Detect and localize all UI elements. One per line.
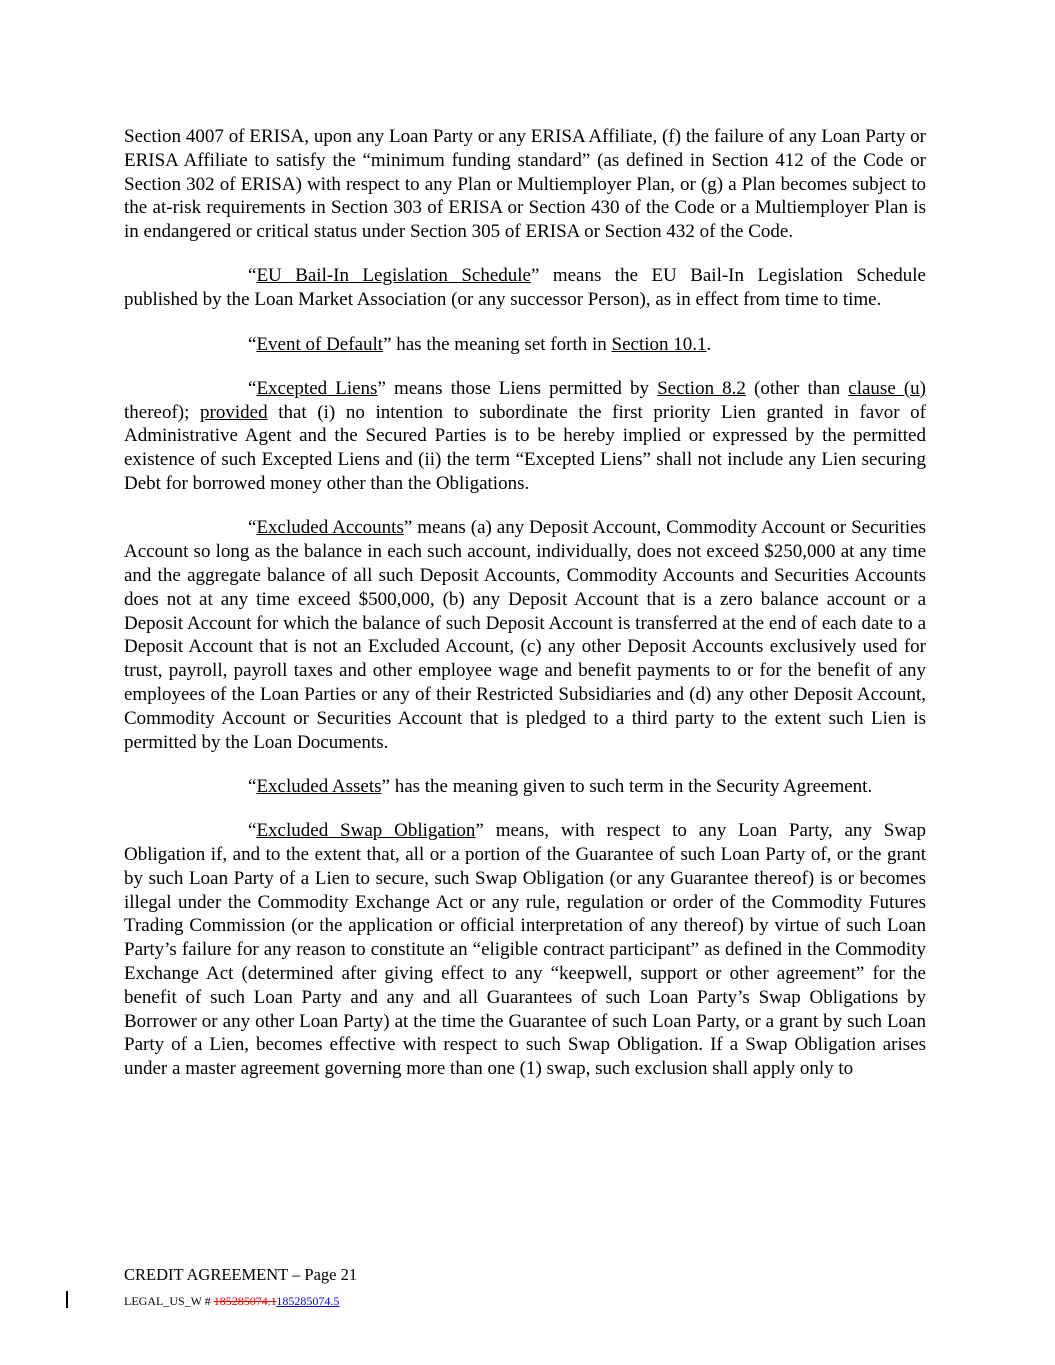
defined-term: Event of Default	[256, 333, 384, 355]
body-text	[124, 125, 926, 1101]
deleted-document-number: 185285074.1	[213, 1294, 277, 1308]
definition-excepted-liens: “Excepted Liens” means those Liens permitted by Section 8.2 (other than clause (u) thereof); provided that (i) no intention to subordinate the first priority Lien granted in favor of Administrative Agent and the Secured Parties is to be hereby implied or expressed by the permitted existence of such Excepted Liens and (ii) the term “Excepted Liens” shall not include any Lien securing Debt for borrowed money other than the Obligations.	[124, 377, 926, 495]
clause-reference: clause (u)	[848, 377, 926, 399]
revision-change-bar	[66, 1291, 68, 1308]
definition-eu-bail-in-legislation-schedule: “EU Bail-In Legislation Schedule” means the EU Bail-In Legislation Schedule published by the Loan Market Association (or any successor Person), as in effect from time to time.	[124, 265, 926, 311]
defined-term: Excluded Swap Obligation	[256, 820, 476, 842]
definition-excluded-swap-obligation: “Excluded Swap Obligation” means, with respect to any Loan Party, any Swap Obligation if, and to the extent that, all or a portion of the Guarantee of such Loan Party of, or the grant by such Loan Party of a Lien to secure, such Swap Obligation (or any Guarantee thereof) is or becomes illegal under the Commodity Exchange Act or any rule, regulation or order of the Commodity Futures Trading Commission (or the application or official interpretation of any thereof) by virtue of such Loan Party’s failure for any reason to constitute an “eligible contract participant” as defined in the Commodity Exchange Act (determined after giving effect to any “keepwell, support or other agreement” for the benefit of such Loan Party and any and all Guarantees of such Loan Party’s Swap Obligations by Borrower or any other Loan Party) at the time the Guarantee of such Loan Party, or a grant by such Loan Party of a Lien, becomes effective with respect to such Swap Obligation. If a Swap Obligation arises under a master agreement governing more than one (1) swap, such exclusion shall apply only to	[124, 820, 926, 1080]
defined-term: Excluded Accounts	[256, 517, 404, 539]
footer-page-label: CREDIT AGREEMENT – Page 21	[124, 1265, 358, 1284]
definition-excluded-accounts: “Excluded Accounts” means (a) any Deposit Account, Commodity Account or Securities Account so long as the balance in each such account, individually, does not exceed $250,000 at any time and the aggregate balance of all such Deposit Accounts, Commodity Accounts and Securities Accounts does not at any time exceed $500,000, (b) any Deposit Account that is a zero balance account or a Deposit Account for which the balance of such Deposit Account is transferred at the end of each date to a Deposit Account that is not an Excluded Account, (c) any other Deposit Accounts exclusively used for trust, payroll, payroll taxes and other employee wage and benefit payments to or for the benefit of any employees of the Loan Parties or any of their Restricted Subsidiaries and (d) any other Deposit Account, Commodity Account or Securities Account that is pledged to a third party to the extent such Lien is permitted by the Loan Documents.	[124, 517, 926, 753]
defined-term: Excepted Liens	[256, 377, 378, 399]
defined-term: EU Bail-In Legislation Schedule	[256, 265, 531, 287]
section-reference: Section 8.2	[657, 377, 746, 399]
definition-event-of-default: “Event of Default” has the meaning set forth in Section 10.1.	[248, 333, 712, 355]
inserted-document-number: 185285074.5	[276, 1294, 340, 1308]
provided-term: provided	[200, 401, 268, 423]
footer-document-id: LEGAL_US_W # 185285074.1185285074.5	[124, 1294, 340, 1308]
definition-excluded-assets: “Excluded Assets” has the meaning given to such term in the Security Agreement.	[248, 775, 873, 797]
paragraph-erisa-continuation: Section 4007 of ERISA, upon any Loan Party or any ERISA Affiliate, (f) the failure of any Loan Party or ERISA Affiliate to satisfy the “minimum funding standard” (as defined in Section 412 of the Code or Section 302 of ERISA) with respect to any Plan or Multiemployer Plan, or (g) a Plan becomes subject to the at-risk requirements in Section 303 of ERISA or Section 430 of the Code or a Multiemployer Plan is in endangered or critical status under Section 305 of ERISA or Section 432 of the Code.	[124, 126, 926, 243]
defined-term: Excluded Assets	[256, 775, 382, 797]
section-reference: Section 10.1	[611, 333, 707, 355]
